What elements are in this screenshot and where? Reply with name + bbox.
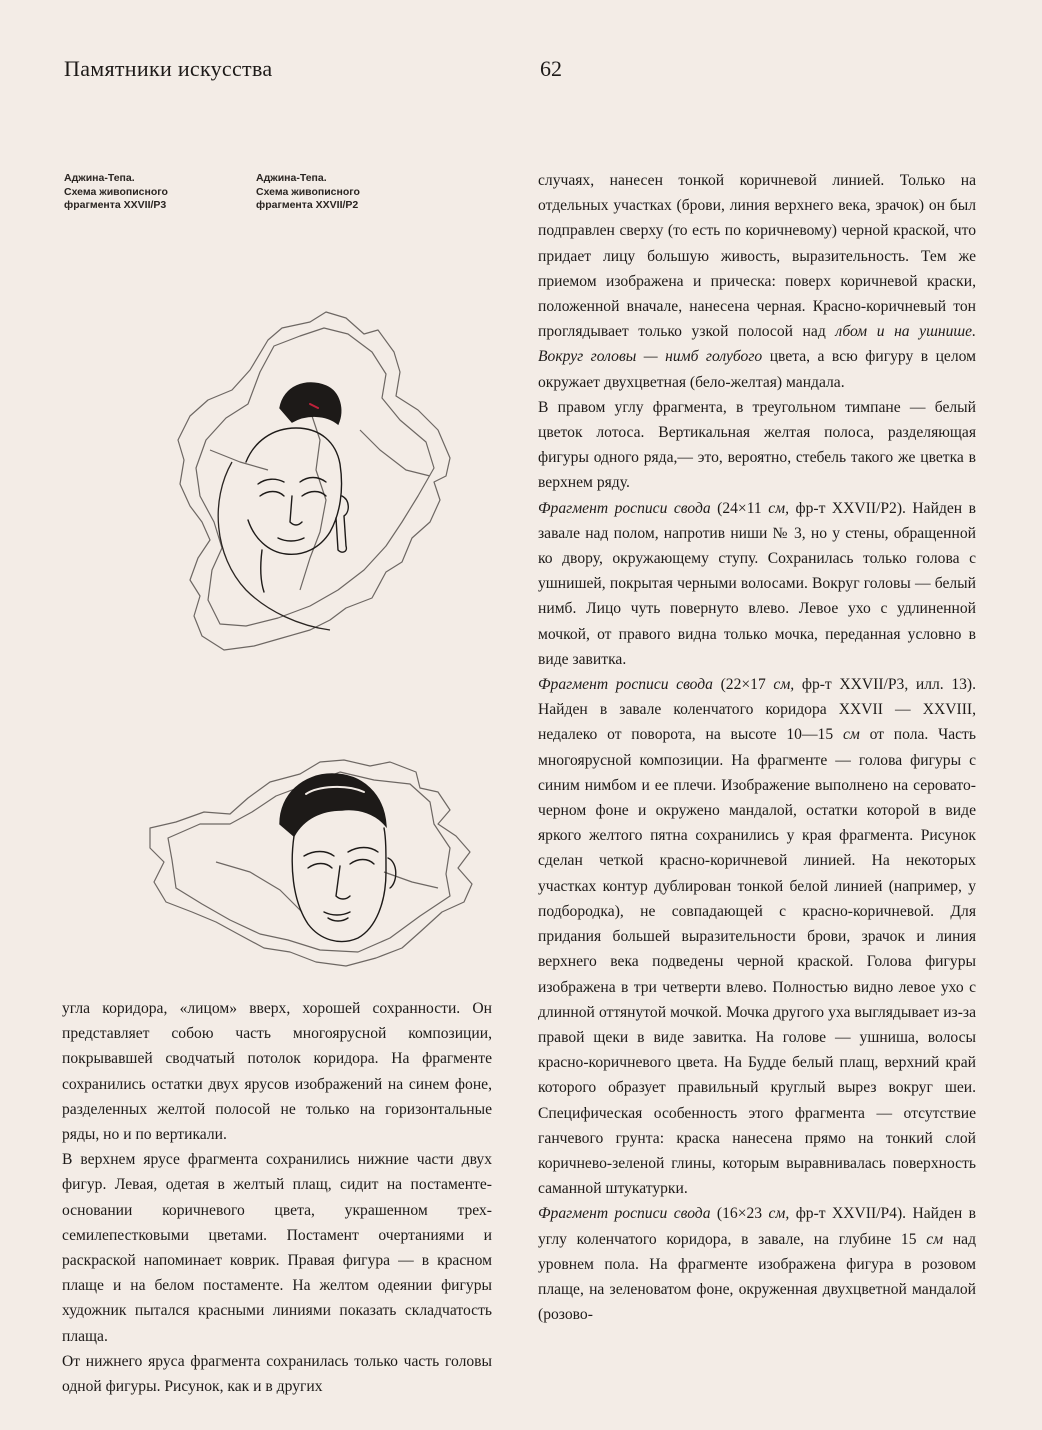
figure-caption-left	[64, 172, 234, 213]
figure-caption-right	[256, 172, 426, 213]
fragment-id: фр-т XXVII/P4).	[795, 1205, 907, 1223]
page-number: 62	[540, 56, 562, 81]
fragment-title: Фрагмент росписи свода	[538, 499, 711, 517]
fragment-title: Фрагмент росписи свода	[538, 676, 713, 694]
paragraph: От нижнего яруса фрагмента сохранилась только часть головы одной фигуры. Рисунок, как и в других	[62, 1352, 492, 1396]
nose	[336, 866, 350, 899]
running-title: Памятники искусства	[64, 56, 273, 81]
unit: см	[842, 726, 860, 744]
paragraph: В правом углу фрагмента, в треугольном тимпане — белый цветок лотоса. Вертикальная желтая полоса, разделяющая фигуры одного ряда,— это, вероятно, стебель такого же цветка в верхнем ряду.	[538, 398, 976, 492]
text-run: над уровнем пола. На фрагменте изображена фигура в розовом плаще, на зеленоватом фоне, окруженная двухцветной мандалой (розово-	[538, 1230, 977, 1324]
paragraph	[538, 672, 976, 1201]
eye-right	[302, 492, 326, 497]
text-run: Найден в углу коленчатого коридора, в завале, на глубине 15	[538, 1205, 976, 1248]
crack-line	[216, 862, 302, 912]
fragment-id: фр-т XXVII/P3, илл. 13).	[801, 676, 977, 694]
caption-line: фрагмента XXVII/P3	[64, 199, 167, 211]
nose	[290, 496, 302, 525]
text-run: случаях, нанесен тонкой коричневой линией. Только на отдельных участках (брови, линия верхнего века, зрачок) он был подправлен сверху (то есть по коричневому) черной краской, что придает лицу большую живость, выразительность. Тем же приемом изображена и прическа: поверх коричневой краски, положенной вначале, нанесена черная. Красно-коричневый тон проглядывает только узкой полосой над	[538, 172, 976, 341]
text-column-left	[62, 996, 492, 1399]
text-run: от пола. Часть многоярусной композиции. На фрагменте — голова фигуры с синим нимбом и ее плечи. Изображение выполнено на серовато-черном фоне и окружено мандалой, остатки которой в виде яркого желтого пятна сохранились у края фрагмента. Рисунок сделан четкой красно-коричневой линией. На некоторых участках контур дублирован тонкой белой линией (например, у подбородка), не совпадающей с красно-коричневой. Для придания большей выразительности брови, зрачок и линия верхнего века подведены черной краской. Голова фигуры изображена в три четверти влево. Полностью видно левое ухо с длинной оттянутой мочкой. Мочка другого уха выглядывает из-за правой щеки в виде завитка. На голове — ушниша, волосы красно-коричневого цвета. На Будде белый плащ, верхний край которого образует правильный круглый вырез вокруг шеи. Специфическая особенность этого фрагмента — отсутствие ганчевого грунта: краска нанесена прямо на тонкий слой коричнево-зеленой глины, которым выравнивалась поверхность саманной штукатурки.	[538, 726, 976, 1198]
caption-line: Аджина-Тепа.	[256, 172, 327, 184]
paragraph	[538, 496, 976, 672]
face-contour	[246, 428, 342, 554]
head-drawing	[280, 774, 396, 942]
head-drawing	[246, 383, 348, 592]
face-contour	[292, 828, 386, 942]
crack-line	[210, 450, 268, 470]
earring	[336, 496, 348, 552]
fragment-p3-drawing	[120, 752, 500, 974]
ear	[388, 858, 396, 888]
fragment-title: Фрагмент росписи свода	[538, 1205, 711, 1223]
text-run: Найден в завале над полом, напротив ниши № 3, но у стены, обращенной ко двору, окружающему ступу. Сохранилась только голова с ушнишей, покрытая черными волосами. Вокруг головы — белый нимб. Лицо чуть повернуто влево. Левое ухо с удлиненной мочкой, от правого видна только мочка, переданная условно в виде завитка.	[538, 499, 976, 668]
brow-right	[300, 478, 326, 483]
unit: см,	[773, 676, 795, 694]
crack-line	[300, 410, 326, 590]
caption-line: Аджина-Тепа.	[64, 172, 135, 184]
caption-line: фрагмента XXVII/P2	[256, 199, 359, 211]
unit: см,	[768, 1205, 790, 1223]
dimensions: (24×11	[717, 499, 762, 517]
brow-left	[258, 479, 284, 484]
mouth	[278, 538, 304, 541]
fragment-p2-drawing	[150, 300, 470, 700]
paragraph: В верхнем ярусе фрагмента сохранились нижние части двух фигур. Левая, одетая в желтый плащ, сидит на постаменте-основании коричневого цвета, украшенном трех-семилепестковыми цветами. Постамент очертаниями и раскраской напоминает коврик. Правая фигура — в красном плаще и на белом постаменте. На желтом одеянии фигуры художник пытался красными линиями показать складчатость плаща.	[62, 1151, 492, 1345]
mouth	[324, 912, 350, 915]
hair	[280, 774, 386, 836]
italic-run: лбом и на ушнише. Вокруг головы — нимб голубого	[538, 323, 976, 366]
text-column-right	[538, 168, 976, 1327]
brow-right	[348, 848, 378, 853]
paragraph	[538, 1201, 976, 1327]
caption-line: Схема живописного	[256, 185, 360, 198]
text-run: цвета, а всю фигуру в целом окружает двухцветная (бело-желтая) мандала.	[538, 348, 976, 391]
paragraph: угла коридора, «лицом» вверх, хорошей сохранности. Он представляет собою часть многоярусной композиции, покрывавшей сводчатый потолок коридора. На фрагменте сохранились остатки двух ярусов изображений на синем фоне, разделенных желтой полосой не только на горизонтальные ряды, но и по вертикали.	[62, 1000, 492, 1144]
dimensions: (22×17	[720, 676, 766, 694]
eye-right	[350, 860, 374, 865]
fragment-id: фр-т XXVII/P2).	[795, 499, 906, 517]
eye-left	[260, 492, 284, 497]
fragment-outline	[178, 312, 450, 650]
mouth-lower	[328, 918, 348, 921]
brow-left	[304, 852, 334, 857]
caption-line: Схема живописного	[64, 185, 168, 198]
unit: см,	[768, 499, 789, 517]
unit: см	[926, 1230, 944, 1248]
text-run: Найден в завале коленчатого коридора XXVII — XXVIII, недалеко от поворота, на высоте 10—15	[538, 701, 976, 744]
dimensions: (16×23	[716, 1205, 763, 1223]
paragraph	[538, 168, 976, 395]
neck	[261, 550, 264, 592]
eye-left	[308, 864, 332, 869]
